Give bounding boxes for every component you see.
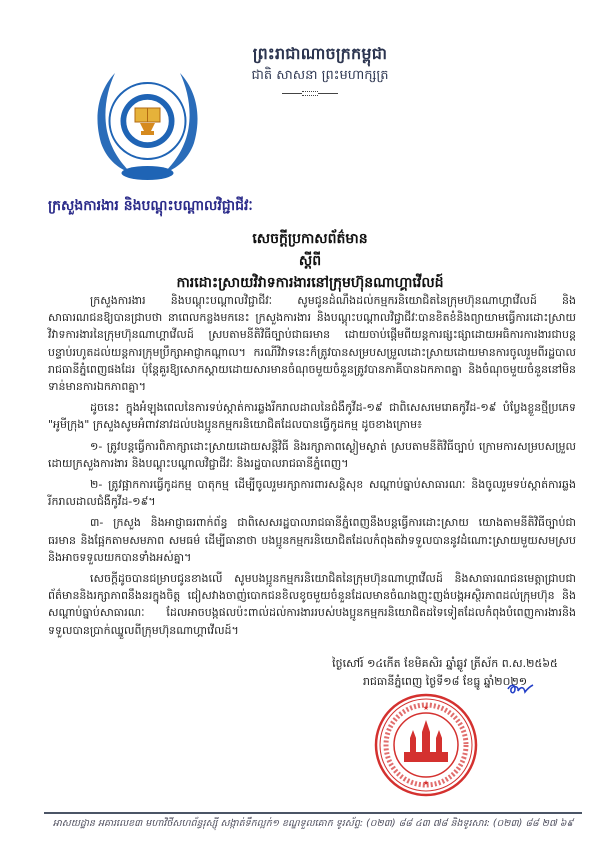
ministry-name: ក្រសួងការងារ និងបណ្តុះបណ្តាលវិជ្ជាជីវៈ: [48, 198, 253, 214]
title-line-announcement: សេចក្តីប្រកាសព័ត៌មាន: [252, 231, 368, 247]
svg-text:★: ★: [422, 779, 430, 787]
title-line-regarding: ស្តីពី: [298, 253, 322, 269]
list-item: ១- ត្រូវបន្តធ្វើការពិភាក្សាដោះស្រាយដោយសន្តិវិធី និងរក្សាភាពស្ងៀមស្ងាត់ ស្របតាមនីតិវិធីច្បាប់ ក្រោមការសម្របសម្រួលដោយក្រសួងការងារ និងបណ្តុះបណ្តាលវិជ្ជាជីវៈ និងរដ្ឋបាលរាជធានីភ្នំពេញ។: [48, 439, 576, 470]
footer-divider: [44, 812, 582, 814]
official-seal-icon: [371, 690, 481, 800]
svg-text:★: ★: [422, 704, 430, 712]
kingdom-title: ព្រះរាជាណាចក្រកម្ពុជា: [252, 44, 388, 63]
list-item: ៣- ក្រសួង និងអាជ្ញាធរពាក់ព័ន្ធ ជាពិសេសរដ្ឋបាលរាជធានីភ្នំពេញនឹងបន្តធ្វើការដោះស្រាយ យោងតាមនីតិវិធីច្បាប់ជាធរមាន និងផ្អែកតាមសមភាព សមធម៌ ដើម្បីធានាថា បងប្អូនកម្មករនិយោជិតដែលកំពុងតវ៉ាទទួលបាននូវដំណោះស្រាយមួយសមស្រប និងអាចទទួលយកបានទាំងអស់គ្នា។: [48, 516, 576, 564]
list-item: ២- ត្រូវផ្អាកការធ្វើកូដកម្ម បាតុកម្ម ដើម្បីចូលរួមរក្សាការពារសន្តិសុខ សណ្តាប់ធ្នាប់សាធារណៈ និងចូលរួមទប់ស្កាត់ការឆ្លងរីករាលដាលជំងឺកូវីដ-១៩។: [48, 478, 576, 509]
ministry-logo-icon: [85, 65, 210, 183]
header-ornament-divider: [282, 91, 338, 97]
document-title: [100, 228, 520, 294]
body-paragraph: ក្រសួងការងារ និងបណ្តុះបណ្តាលវិជ្ជាជីវៈ សូមជូនដំណឹងដល់កម្មករនិយោជិតនៃក្រុមហ៊ុនណាហ្គាវើលដ៍ និងសាធារណជនឱ្យបានជ្រាបថា នាពេលកន្លងមកនេះ ក្រសួងការងារ និងបណ្តុះបណ្តាលវិជ្ជាជីវៈបានខិតខំនិងព្យាយាមធ្វើការដោះស្រាយវិវាទការងារនៃក្រុមហ៊ុនណាហ្គាវើលដ៍ ស្របតាមនីតិវិធីច្បាប់ជាធរមាន ដោយចាប់ផ្តើមពីយន្តការផ្សះផ្សាដោយអធិការការងារជាបន្តបន្ទាប់រហូតដល់យន្តការក្រុមប្រឹក្សាអាជ្ញាកណ្តាល។ ករណីវិវាទនេះក៏ត្រូវបានសម្របសម្រួលដោះស្រាយដោយមានការចូលរួមពីរដ្ឋបាលរាជធានីភ្នំពេញផងដែរ ប៉ុន្តែគួរឱ្យសោកស្តាយដោយសារមានចំណុចមួយចំនួនត្រូវបានភាគីបានឯកភាពគ្នា និងចំណុចមួយចំនួននៅមិនទាន់មានការឯកភាពគ្នា។: [48, 294, 576, 394]
lunar-date: ថ្ងៃសៅរ៍ ១៤កើត ខែមិគសិរ ឆ្នាំឆ្លូវ ត្រីស័ក ព.ស.២៥៦៥: [332, 657, 558, 670]
body-paragraph: ដូចនេះ ក្នុងអំឡុងពេលនៃការទប់ស្កាត់ការឆ្លងរីករាលដាលនៃជំងឺកូវីដ-១៩ ជាពិសេសមេរោគកូវីដ-១៩ បំប្លែងខ្លួនថ្មីប្រភេទ "អូមីក្រុង" ក្រសួងសូមអំពាវនាវដល់បងប្អូនកម្មករនិយោជិតដែលបានធ្វើកូដកម្ម ដូចខាងក្រោម៖: [48, 401, 576, 432]
signature-icon: [506, 683, 534, 697]
closing-paragraph: សេចក្តីដូចបានជម្រាបជូនខាងលើ សូមបងប្អូនកម្មករនិយោជិតនៃក្រុមហ៊ុនណាហ្គាវើលដ៍ និងសាធារណជនមេត្តាជ្រាបជាព័ត៌មាននិងរក្សាភាពនឹងនរក្នុងចិត្ត ជៀសវាងចាញ់បោកជនខិលខូចមួយចំនួនដែលមានចំណងញុះញង់បង្កអស្ថិរភាពដល់ក្រុមហ៊ុន និងសណ្តាប់ធ្នាប់សាធារណៈ ដែលអាចបង្កផលប៉ះពាល់ដល់ការងាររបស់បងប្អូនកម្មករនិយោជិតដទៃទៀតដែលកំពុងបំពេញការងារនិងទទួលបានប្រាក់ឈ្នួលពីក្រុមហ៊ុនណាហ្គាវើលដ៍។: [48, 572, 576, 637]
national-motto: ជាតិ សាសនា ព្រះមហាក្សត្រ: [251, 68, 389, 83]
solar-date: រាជធានីភ្នំពេញ ថ្ងៃទី១៨ ខែធ្នូ ឆ្នាំ២០២១: [362, 675, 528, 688]
document-body: [48, 292, 576, 643]
footer-address: អាសយដ្ឋាន អគារលេខ៣ មហាវិថីសហព័ន្ធរុស្ស៊ី សង្កាត់ទឹកល្អក់១ ខណ្ឌទួលគោក ទូរស័ព្ទ: (០២៣) ៨៨ ៤៣ ៧៨ និងទូរសារ: (០២៣) ៨៨ ២៧ ៦៩: [52, 818, 574, 829]
title-line-subject: ការដោះស្រាយវិវាទការងារនៅក្រុមហ៊ុនណាហ្គាវើលដ៍: [176, 275, 444, 291]
